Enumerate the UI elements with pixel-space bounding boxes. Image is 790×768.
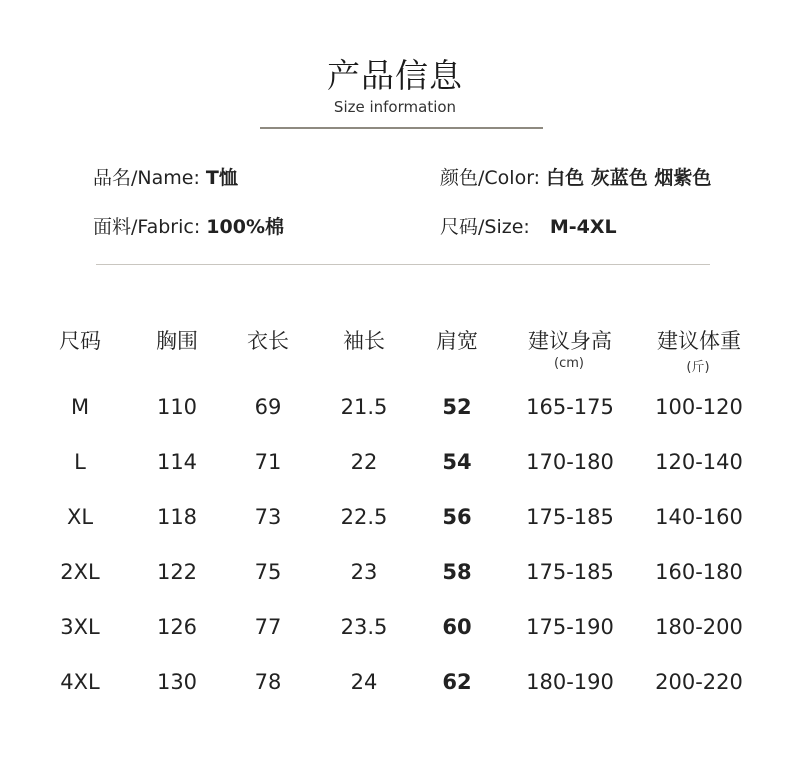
table-cell-shoulder: 62 [442, 670, 472, 694]
table-cell-weight: 200-220 [655, 670, 743, 694]
table-cell-shoulder: 56 [442, 505, 472, 529]
table-cell-length: 69 [254, 395, 282, 419]
table-cell-length: 71 [254, 450, 282, 474]
info-name [93, 163, 238, 190]
page-subtitle: Size information [333, 98, 457, 116]
table-cell-size: 2XL [60, 560, 100, 584]
table-cell-chest: 114 [156, 450, 198, 474]
info-fabric-label: 面料/Fabric: [93, 216, 201, 238]
info-name-label: 品名/Name: [93, 167, 200, 189]
info-divider [96, 264, 710, 265]
table-header-length: 衣长 [247, 329, 289, 353]
info-fabric [93, 212, 284, 239]
table-header-weight: 建议体重 [657, 329, 741, 353]
table-cell-shoulder: 54 [442, 450, 472, 474]
table-cell-chest: 130 [156, 670, 198, 694]
info-size-value: M-4XL [549, 216, 617, 238]
info-size [440, 212, 617, 239]
table-cell-chest: 118 [156, 505, 198, 529]
table-cell-length: 75 [254, 560, 282, 584]
page-title: 产品信息 [327, 56, 463, 95]
table-cell-size: L [74, 450, 86, 474]
title-divider [260, 127, 543, 129]
table-cell-sleeve: 23.5 [340, 615, 388, 639]
table-header-shoulder: 肩宽 [436, 329, 478, 353]
table-cell-length: 77 [254, 615, 282, 639]
info-size-label: 尺码/Size: [440, 216, 530, 238]
table-cell-shoulder: 52 [442, 395, 472, 419]
table-cell-weight: 100-120 [655, 395, 743, 419]
table-cell-size: M [70, 395, 90, 419]
info-name-value: T恤 [205, 167, 238, 189]
info-color-label: 颜色/Color: [440, 167, 541, 189]
table-cell-weight: 140-160 [655, 505, 743, 529]
table-cell-weight: 120-140 [655, 450, 743, 474]
table-cell-length: 78 [254, 670, 282, 694]
table-cell-size: 3XL [60, 615, 100, 639]
table-cell-height: 175-190 [526, 615, 614, 639]
table-cell-length: 73 [254, 505, 282, 529]
table-cell-shoulder: 60 [442, 615, 472, 639]
table-header-weight-unit: (斤) [686, 360, 710, 375]
table-cell-height: 180-190 [526, 670, 614, 694]
table-cell-chest: 110 [156, 395, 198, 419]
table-header-height: 建议身高 [528, 329, 612, 353]
table-cell-weight: 160-180 [655, 560, 743, 584]
table-cell-shoulder: 58 [442, 560, 472, 584]
table-cell-size: XL [66, 505, 94, 529]
table-cell-sleeve: 22.5 [340, 505, 388, 529]
table-cell-height: 170-180 [526, 450, 614, 474]
info-color [440, 163, 711, 190]
table-cell-weight: 180-200 [655, 615, 743, 639]
table-cell-sleeve: 22 [350, 450, 378, 474]
table-cell-height: 165-175 [526, 395, 614, 419]
table-header-height-unit: (cm) [554, 356, 584, 371]
table-header-sleeve: 袖长 [343, 329, 385, 353]
table-cell-sleeve: 23 [350, 560, 378, 584]
table-header-chest: 胸围 [156, 329, 198, 353]
table-cell-chest: 122 [156, 560, 198, 584]
table-cell-sleeve: 21.5 [340, 395, 388, 419]
info-fabric-value: 100%棉 [206, 216, 284, 238]
table-cell-sleeve: 24 [350, 670, 378, 694]
info-color-value: 白色 灰蓝色 烟紫色 [546, 167, 712, 189]
table-cell-height: 175-185 [526, 505, 614, 529]
table-cell-height: 175-185 [526, 560, 614, 584]
table-cell-size: 4XL [60, 670, 100, 694]
table-header-size: 尺码 [59, 329, 101, 353]
table-cell-chest: 126 [156, 615, 198, 639]
